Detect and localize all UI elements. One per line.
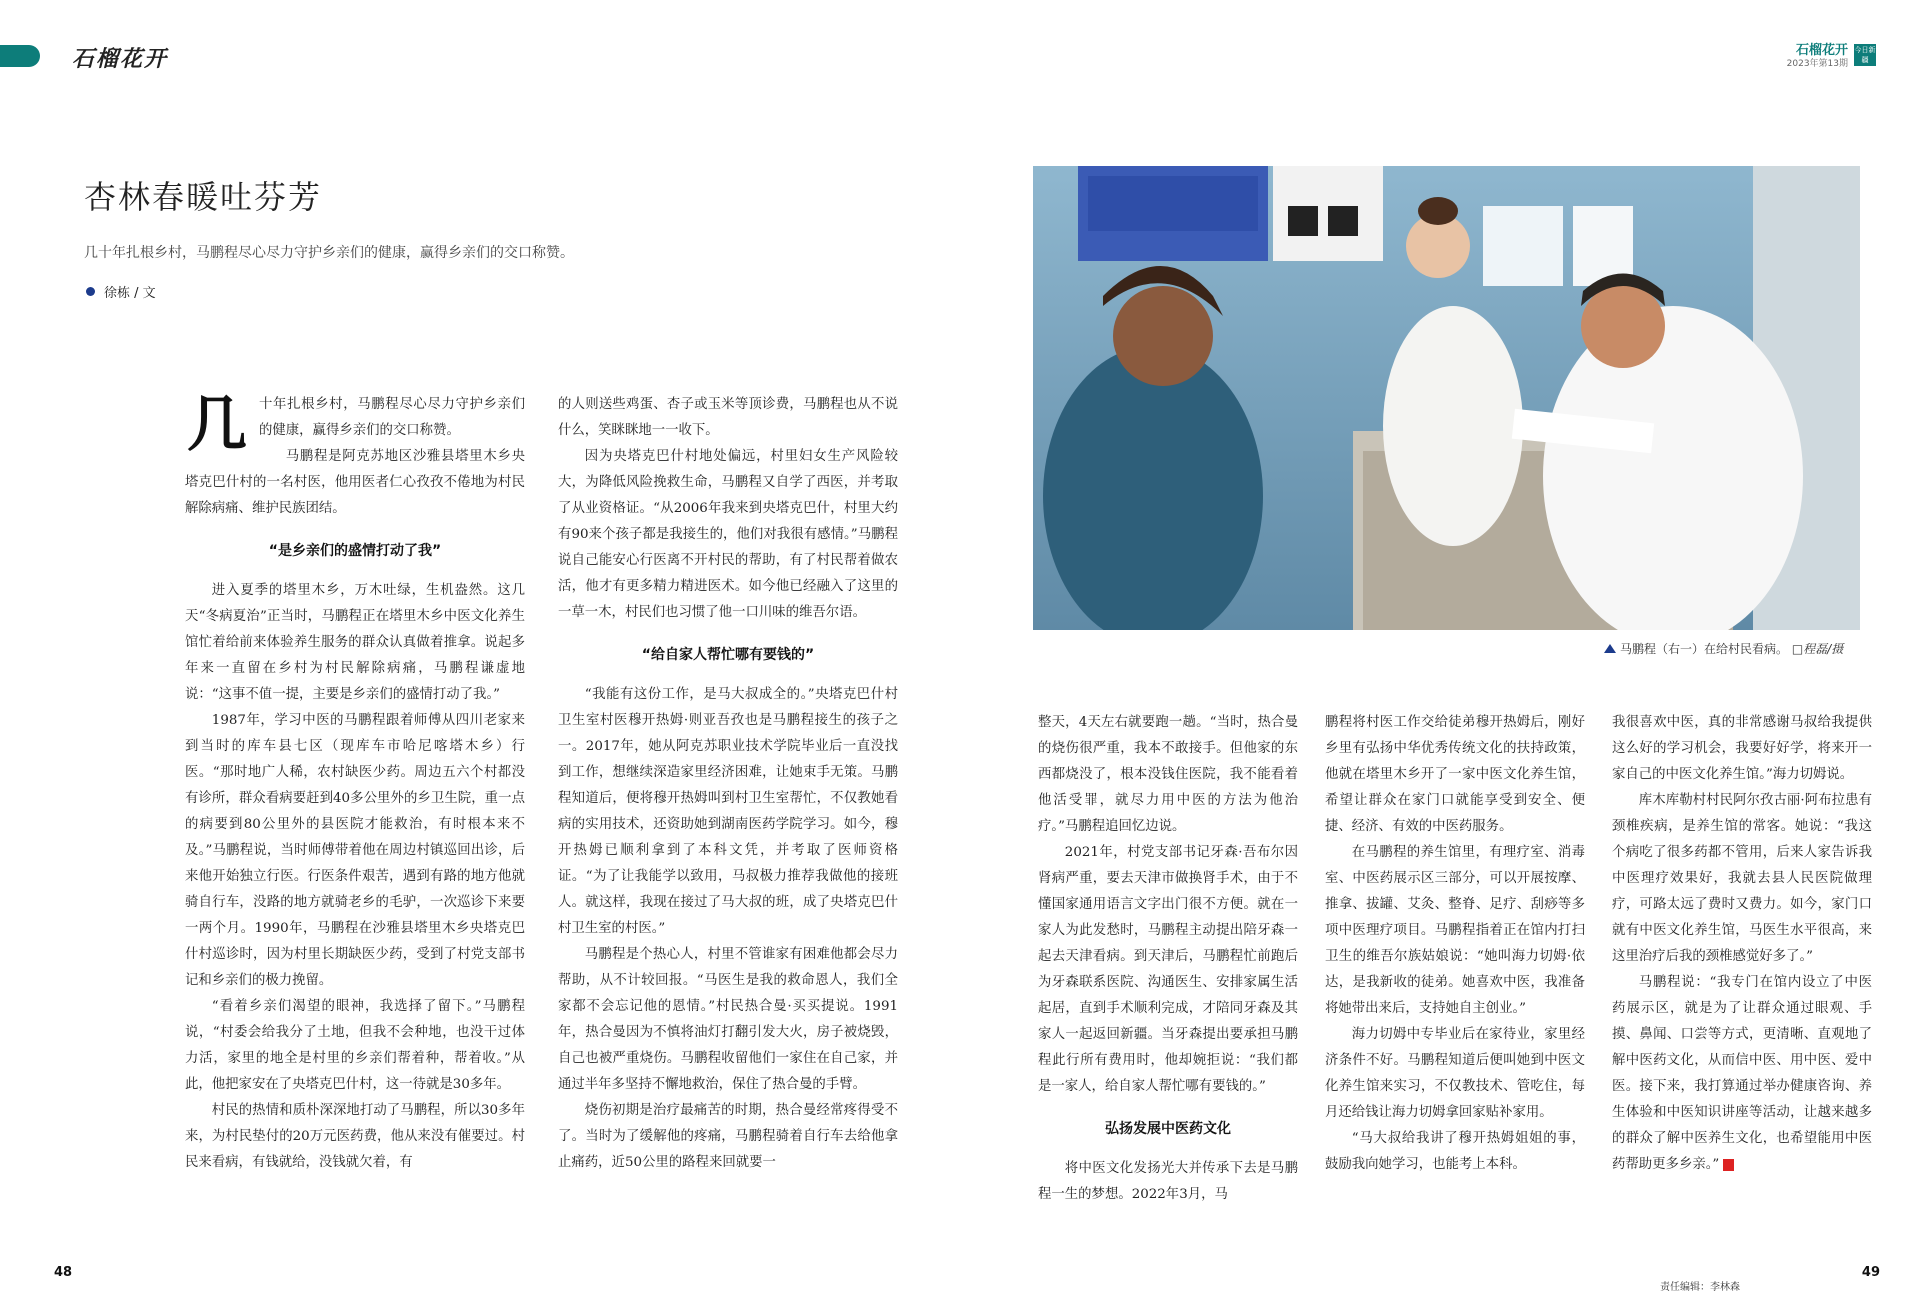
paragraph: 马鹏程是阿克苏地区沙雅县塔里木乡央塔克巴什村的一名村医，他用医者仁心孜孜不倦地为村民解除病痛、维护民族团结。: [185, 449, 525, 516]
page-number-right: 49: [1861, 1265, 1880, 1280]
text-column-3: [1038, 710, 1298, 1208]
caption-text: 马鹏程（右一）在给村民看病。: [1620, 642, 1789, 656]
section-heading: “是乡亲们的盛情打动了我”: [268, 543, 442, 559]
article-author: 徐栋 / 文: [104, 286, 156, 301]
paragraph: 十年扎根乡村，马鹏程尽心尽力守护乡亲们的健康，赢得乡亲们的交口称赞。: [259, 397, 525, 438]
paragraph: 海力切姆中专毕业后在家待业，家里经济条件不好。马鹏程知道后便叫她到中医文化养生馆来实习，不仅教技术、管吃住，每月还给钱让海力切姆拿回家贴补家用。: [1325, 1027, 1585, 1120]
magazine-name: 石榴花开: [1795, 43, 1848, 58]
paragraph: 在马鹏程的养生馆里，有理疗室、消毒室、中医药展示区三部分，可以开展按摩、推拿、拔罐、艾灸、整脊、足疗、刮痧等多项中医理疗项目。马鹏程指着正在馆内打扫卫生的维吾尔族姑娘说：“她叫海力切姆·依达，是我新收的徒弟。她喜欢中医，我准备将她带出来后，支持她自主创业。”: [1325, 845, 1585, 1016]
text-column-5: [1612, 710, 1872, 1178]
article-title: 杏林春暖吐芬芳: [84, 178, 323, 216]
paragraph: 的人则送些鸡蛋、杏子或玉米等顶诊费，马鹏程也从不说什么，笑眯眯地一一收下。: [558, 397, 898, 438]
paragraph: 1987年，学习中医的马鹏程跟着师傅从四川老家来到当时的库车县七区（现库车市哈尼喀塔木乡）行医。“那时地广人稀，农村缺医少药。周边五六个村都没有诊所，群众看病要赶到40多公里外的乡卫生院，重一点的病要到80公里外的县医院才能救治，有时根本来不及。”马鹏程说，当时师傅带着他在周边村镇巡回出诊，后来他开始独立行医。行医条件艰苦，遇到有路的地方他就骑自行车，没路的地方就骑老乡的毛驴，一次巡诊下来要一两个月。1990年，马鹏程在沙雅县塔里木乡央塔克巴什村巡诊时，因为村里长期缺医少药，受到了村党支部书记和乡亲们的极力挽留。: [185, 713, 525, 988]
magazine-badge: 今日新疆: [1854, 46, 1876, 64]
text-column-2: [558, 392, 898, 1176]
paragraph: “看着乡亲们渴望的眼神，我选择了留下。”马鹏程说，“村委会给我分了土地，但我不会种地，也没干过体力活，家里的地全是村里的乡亲们帮着种，帮着收。”从此，他把家安在了央塔克巴什村，这一待就是30多年。: [185, 999, 525, 1092]
magazine-issue: 2023年第13期: [1786, 59, 1848, 69]
paragraph: 库木库勒村村民阿尔孜古丽·阿布拉患有颈椎疾病，是养生馆的常客。她说：“我这个病吃了很多药都不管用，后来人家告诉我中医理疗效果好，我就去县人民医院做理疗，可路太远了费时又费力。如今，家门口就有中医文化养生馆，马医生水平很高，来这里治疗后我的颈椎感觉好多了。”: [1612, 793, 1872, 964]
section-heading: “给自家人帮忙哪有要钱的”: [641, 647, 815, 663]
caption-marker-icon: [1604, 644, 1616, 653]
paragraph: 因为央塔克巴什村地处偏远，村里妇女生产风险较大，为降低风险挽救生命，马鹏程又自学了西医，并考取了从业资格证。“从2006年我来到央塔克巴什，村里大约有90来个孩子都是我接生的，他们对我很有感情。”马鹏程说自己能安心行医离不开村民的帮助，有了村民帮着做农活，他才有更多精力精进医术。如今他已经融入了这里的一草一木，村民们也习惯了他一口川味的维吾尔语。: [558, 449, 898, 620]
article-photo: [1033, 166, 1860, 630]
paragraph: 烧伤初期是治疗最痛苦的时期，热合曼经常疼得受不了。当时为了缓解他的疼痛，马鹏程骑着自行车去给他拿止痛药，近50公里的路程来回就要一: [558, 1103, 898, 1170]
section-heading: 弘扬发展中医药文化: [1105, 1121, 1231, 1137]
paragraph: 整天，4天左右就要跑一趟。“当时，热合曼的烧伤很严重，我本不敢接手。但他家的东西都烧没了，根本没钱住医院，我不能看着他活受罪，就尽力用中医的方法为他治疗。”马鹏程追回忆边说。: [1038, 715, 1298, 834]
paragraph: 我很喜欢中医，真的非常感谢马叔给我提供这么好的学习机会，我要好好学，将来开一家自己的中医文化养生馆。”海力切姆说。: [1612, 715, 1872, 782]
paragraph: 村民的热情和质朴深深地打动了马鹏程，所以30多年来，为村民垫付的20万元医药费，他从来没有催要过。村民来看病，有钱就给，没钱就欠着，有: [185, 1103, 525, 1170]
paragraph: “马大叔给我讲了穆开热姆姐姐的事，鼓励我向她学习，也能考上本科。: [1325, 1131, 1585, 1172]
photo-credit: □程磊/摄: [1791, 642, 1844, 656]
paragraph-text: 马鹏程说：“我专门在馆内设立了中医药展示区，就是为了让群众通过眼观、手摸、鼻闻、口尝等方式，更清晰、直观地了解中医药文化，从而信中医、用中医、爱中医。接下来，我打算通过举办健康咨询、养生体验和中医知识讲座等活动，让越来越多的群众了解中医养生文化，也希望能用中医药帮助更多乡亲。”: [1612, 975, 1872, 1172]
text-column-4: [1325, 710, 1585, 1178]
article-subtitle: 几十年扎根乡村，马鹏程尽心尽力守护乡亲们的健康，赢得乡亲们的交口称赞。: [84, 245, 574, 261]
drop-cap: 几: [187, 390, 247, 460]
paragraph: 进入夏季的塔里木乡，万木吐绿，生机盎然。这几天“冬病夏治”正当时，马鹏程正在塔里木乡中医文化养生馆忙着给前来体验养生服务的群众认真做着推拿。说起多年来一直留在乡村为村民解除病痛，马鹏程谦虚地说：“这事不值一提，主要是乡亲们的盛情打动了我。”: [185, 583, 525, 702]
section-name: 石榴花开: [72, 46, 169, 72]
article-end-mark-icon: [1723, 1159, 1734, 1171]
paragraph: “我能有这份工作，是马大叔成全的。”央塔克巴什村卫生室村医穆开热姆·则亚吾孜也是马鹏程接生的孩子之一。2017年，她从阿克苏职业技术学院毕业后一直没找到工作，想继续深造家里经济困难，让她束手无策。马鹏程知道后，便将穆开热姆叫到村卫生室帮忙，不仅教她看病的实用技术，还资助她到湖南医药学院学习。如今，穆开热姆已顺利拿到了本科文凭，并考取了医师资格证。“为了让我能学以致用，马叔极力推荐我做他的接班人。就这样，我现在接过了马大叔的班，成了央塔克巴什村卫生室的村医。”: [558, 687, 898, 936]
author-bullet-icon: [86, 287, 95, 296]
paragraph: 将中医文化发扬光大并传承下去是马鹏程一生的梦想。2022年3月，马: [1038, 1161, 1298, 1202]
text-column-1: [185, 392, 525, 1176]
header-accent-bar: [0, 45, 40, 67]
paragraph: 2021年，村党支部书记牙森·吾布尔因肾病严重，要去天津市做换肾手术，由于不懂国家通用语言文字出门很不方便。就在一家人为此发愁时，马鹏程主动提出陪牙森一起去天津看病。到天津后，马鹏程忙前跑后为牙森联系医院、沟通医生、安排家属生活起居，直到手术顺利完成，才陪同牙森及其家人一起返回新疆。当牙森提出要承担马鹏程此行所有费用时，他却婉拒说：“我们都是一家人，给自家人帮忙哪有要钱的。”: [1038, 845, 1298, 1094]
responsible-editor: 责任编辑：李林森: [1660, 1282, 1740, 1293]
photo-illustration: [1033, 166, 1860, 630]
magazine-masthead: [1787, 44, 1876, 69]
photo-caption: [1620, 640, 1843, 657]
page-number-left: 48: [54, 1265, 73, 1280]
paragraph: [1612, 970, 1872, 1178]
paragraph: 鹏程将村医工作交给徒弟穆开热姆后，刚好乡里有弘扬中华优秀传统文化的扶持政策，他就在塔里木乡开了一家中医文化养生馆，希望让群众在家门口就能享受到安全、便捷、经济、有效的中医药服务。: [1325, 715, 1585, 834]
paragraph: 马鹏程是个热心人，村里不管谁家有困难他都会尽力帮助，从不计较回报。“马医生是我的救命恩人，我们全家都不会忘记他的恩情。”村民热合曼·买买提说。1991年，热合曼因为不慎将油灯打翻引发大火，房子被烧毁，自己也被严重烧伤。马鹏程收留他们一家住在自己家，并通过半年多坚持不懈地救治，保住了热合曼的手臂。: [558, 947, 898, 1092]
